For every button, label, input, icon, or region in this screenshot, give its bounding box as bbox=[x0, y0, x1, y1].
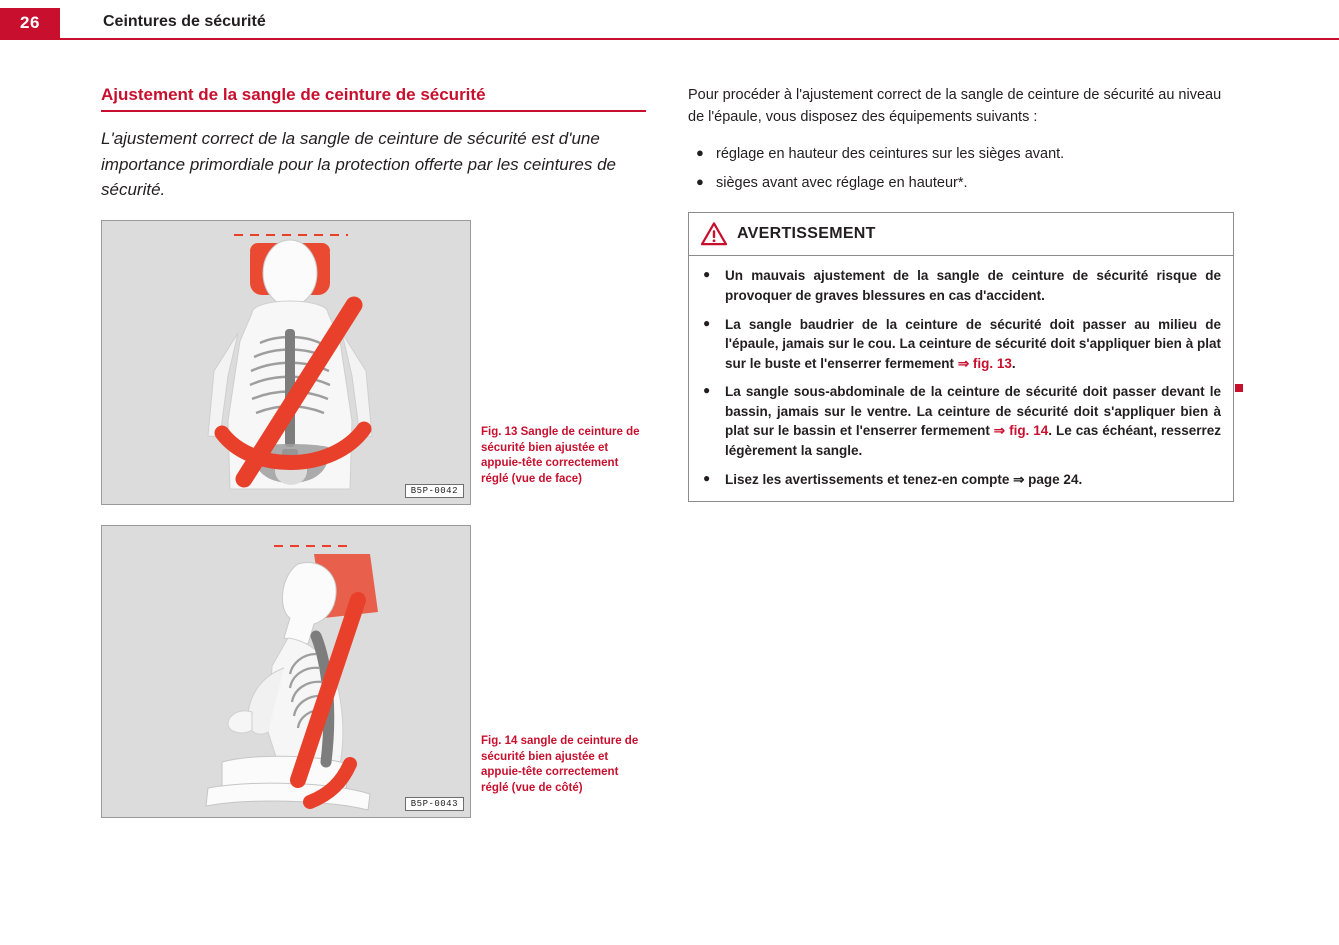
bullet-icon: ● bbox=[696, 144, 704, 160]
warning-item-text: La sangle sous-abdominale de la ceinture de sécurité doit passer devant le bassin, jamais sur le ventre. La ceinture de sécurité doit s'appliquer bien à plat sur le bassin et l'enserrer fermement bbox=[725, 384, 1221, 439]
warning-body bbox=[689, 256, 1233, 501]
equipment-list bbox=[688, 143, 1236, 195]
figure-14-caption: Fig. 14 sangle de ceinture de sécurité bien ajustée et appuie-tête correctement réglé (vue de côté) bbox=[481, 735, 639, 794]
section-title: Ajustement de la sangle de ceinture de sécurité bbox=[101, 85, 486, 104]
figure-13-code: B5P-0042 bbox=[405, 484, 464, 498]
warning-item-text: Lisez les avertissements et tenez-en compte ⇒ page 24. bbox=[725, 471, 1083, 487]
header-title: Ceintures de sécurité bbox=[103, 13, 266, 30]
list-item-label: sièges avant avec réglage en hauteur*. bbox=[716, 174, 968, 191]
header-divider bbox=[0, 38, 1339, 40]
warning-triangle-icon bbox=[701, 222, 727, 246]
warning-box bbox=[688, 212, 1234, 502]
bullet-icon: ● bbox=[703, 470, 711, 485]
section-title-divider bbox=[101, 110, 646, 112]
page-number: 26 bbox=[0, 8, 60, 38]
figure-14-code: B5P-0043 bbox=[405, 797, 464, 811]
list-item bbox=[688, 143, 1236, 165]
lead-paragraph: L'ajustement correct de la sangle de ceinture de sécurité est d'une importance primordiale pour la protection offerte par les ceintures de sécurité. bbox=[101, 129, 616, 199]
warning-header bbox=[689, 213, 1233, 256]
warning-item bbox=[701, 266, 1221, 305]
warning-item bbox=[701, 315, 1221, 374]
figure-13-image bbox=[101, 220, 471, 505]
warning-title: AVERTISSEMENT bbox=[737, 225, 876, 243]
figure-13-caption: Fig. 13 Sangle de ceinture de sécurité bien ajustée et appuie-tête correctement réglé (vue de face) bbox=[481, 426, 640, 485]
figure-14-image bbox=[101, 525, 471, 818]
bullet-icon: ● bbox=[703, 315, 711, 330]
warning-item bbox=[701, 382, 1221, 460]
section-end-marker bbox=[1235, 384, 1243, 392]
right-column bbox=[688, 85, 1236, 502]
warning-item bbox=[701, 470, 1221, 490]
warning-item-text-after: . bbox=[1011, 355, 1016, 371]
cross-reference-fig13[interactable]: ⇒ fig. 13 bbox=[957, 355, 1012, 371]
cross-reference-fig14[interactable]: ⇒ fig. 14 bbox=[993, 423, 1049, 439]
page-header bbox=[0, 0, 1339, 40]
warning-item-text-after: . Le cas échéant, resserrez légèrement la sangle. bbox=[725, 423, 1221, 458]
intro-paragraph: Pour procéder à l'ajustement correct de la sangle de ceinture de sécurité au niveau de l'épaule, vous disposez des équipements suivants : bbox=[688, 87, 1222, 125]
seatbelt-side-view-illustration bbox=[102, 526, 470, 817]
seatbelt-front-view-illustration bbox=[102, 221, 470, 504]
list-item bbox=[688, 172, 1236, 194]
warning-item-text: Un mauvais ajustement de la sangle de ceinture de sécurité risque de provoquer de graves blessures en cas d'accident. bbox=[725, 268, 1221, 303]
list-item-label: réglage en hauteur des ceintures sur les sièges avant. bbox=[716, 145, 1065, 162]
bullet-icon: ● bbox=[703, 267, 711, 282]
bullet-icon: ● bbox=[696, 173, 704, 189]
bullet-icon: ● bbox=[703, 383, 711, 398]
left-column bbox=[101, 85, 646, 838]
warning-item-text: La sangle baudrier de la ceinture de sécurité doit passer au milieu de l'épaule, jamais sur le cou. La ceinture de sécurité doit s'appliquer bien à plat sur le buste et l'enserrer fermement bbox=[725, 316, 1221, 371]
